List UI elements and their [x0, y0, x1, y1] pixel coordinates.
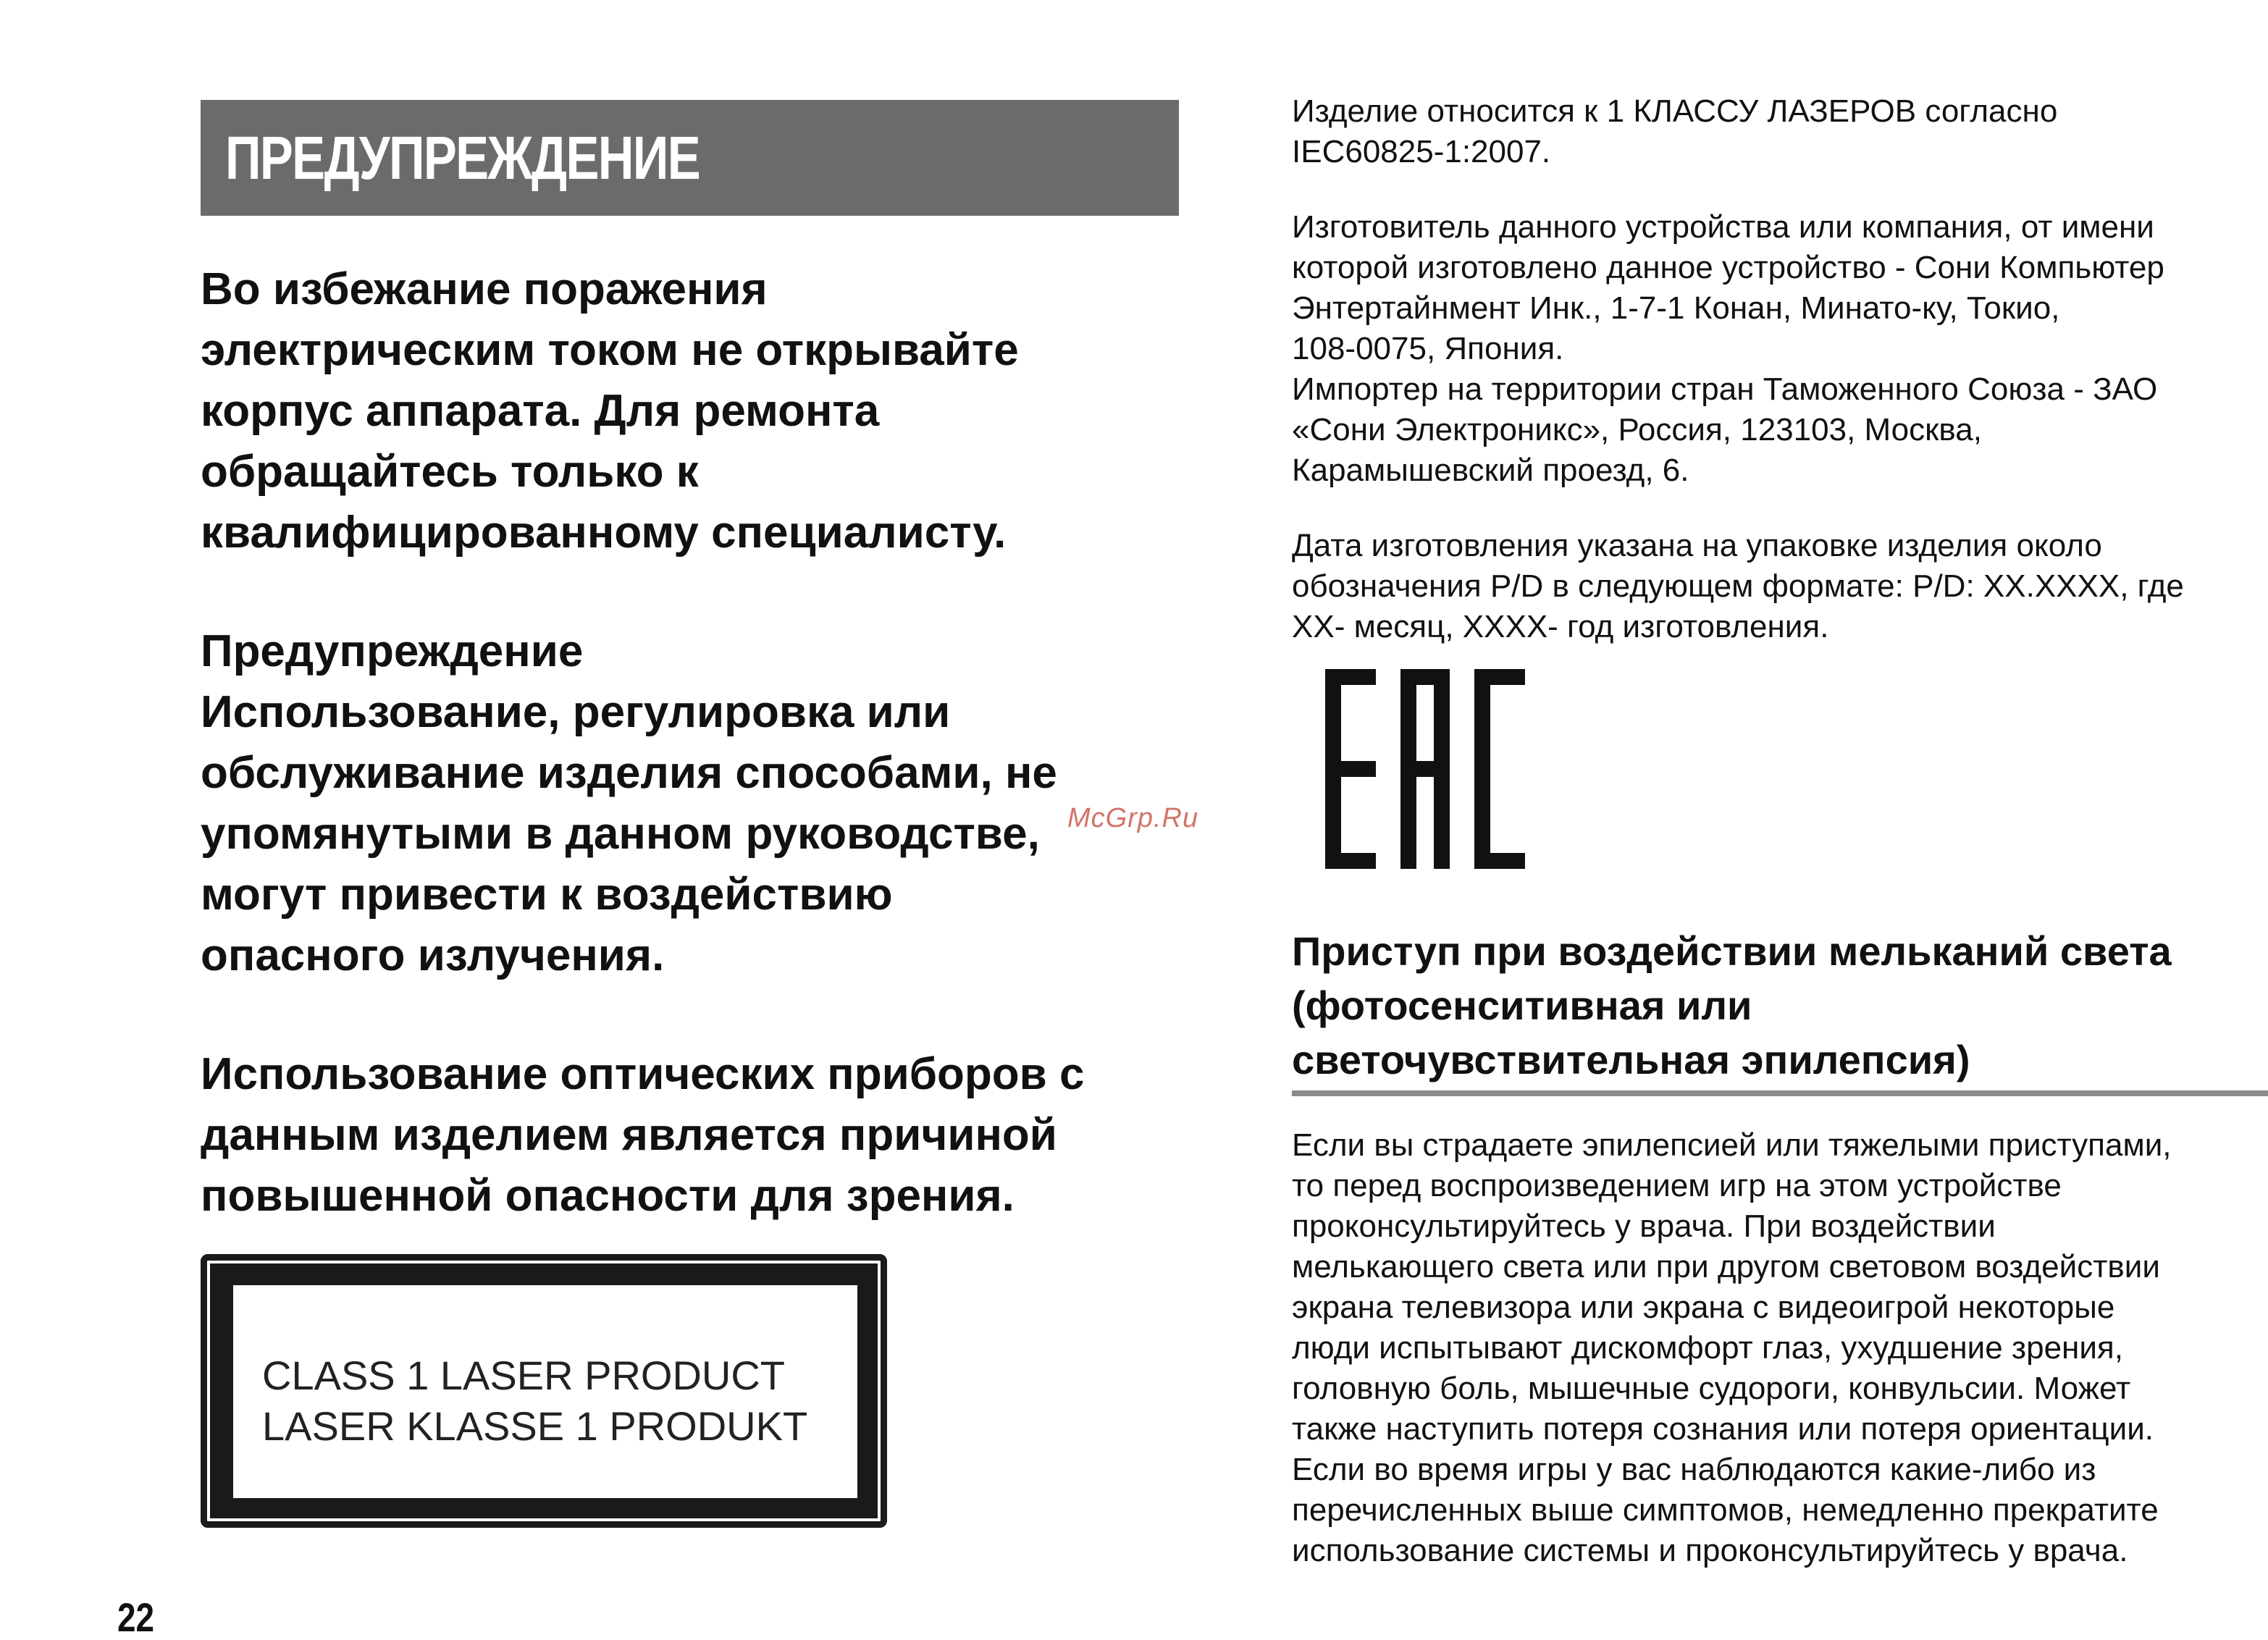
warning-banner [201, 100, 1179, 216]
eac-mark-icon [1325, 669, 1525, 869]
watermark: McGrp.Ru [1067, 803, 1199, 833]
radiation-warning: Предупреждение Использование, регулировка или обслуживание изделия способами, не упомянутыми в данном руководстве, могут привести к воздействию опасного излучения. [201, 626, 1057, 980]
manufacture-date-info: Дата изготовления указана на упаковке изделия около обозначения P/D в следующем формате: P/D: XX.XXXX, где XX- месяц, XXXX- год изготовления. [1292, 528, 2184, 644]
laser-label-inner [233, 1285, 857, 1498]
epilepsy-heading: Приступ при воздействии мельканий света (фотосенситивная или светочувствительная эпилепсия) [1292, 928, 2172, 1082]
laser-class-statement: Изделие относится к 1 КЛАССУ ЛАЗЕРОВ согласно IEC60825-1:2007. [1292, 93, 2058, 169]
optical-instruments-warning: Использование оптических приборов с данным изделием является причиной повышенной опасности для зрения. [201, 1049, 1085, 1221]
electric-shock-warning: Во избежание поражения электрическим током не открывайте корпус аппарата. Для ремонта обращайтесь только к квалифицированному специалисту. [201, 264, 1019, 558]
epilepsy-warning-text: Если вы страдаете эпилепсией или тяжелыми приступами, то перед воспроизведением игр на этом устройстве проконсультируйтесь у врача. При воздействии мелькающего света или при другом световом воздействии экрана телевизора или экрана с видеоигрой некоторые люди испытывают дискомфорт глаз, ухудшение зрения, головную боль, мышечные судороги, конвульсии. Может также наступить потеря сознания или потеря ориентации. Если во время игры у вас наблюдаются какие-либо из перечисленных выше симптомов, немедленно прекратите использование системы и проконсультируйтесь у врача. [1292, 1127, 2172, 1568]
section-divider [1292, 1090, 2268, 1096]
laser-label-line-2: LASER KLASSE 1 PRODUKT [262, 1403, 808, 1449]
laser-class-label [201, 1254, 887, 1528]
page-number: 22 [117, 1594, 155, 1640]
banner-title: ПРЕДУПРЕЖДЕНИЕ [225, 124, 700, 192]
manufacturer-info: Изготовитель данного устройства или компания, от имени которой изготовлено данное устройство - Сони Компьютер Энтертайнмент Инк., 1-7-1 Конан, Минато-ку, Токио, 108-0075, Япония. Импортер на территории стран Таможенного Союза - ЗАО «Сони Электроникс», Россия, 123103, Москва, Карамышевский проезд, 6. [1292, 209, 2164, 488]
laser-label-line-1: CLASS 1 LASER PRODUCT [262, 1353, 785, 1398]
